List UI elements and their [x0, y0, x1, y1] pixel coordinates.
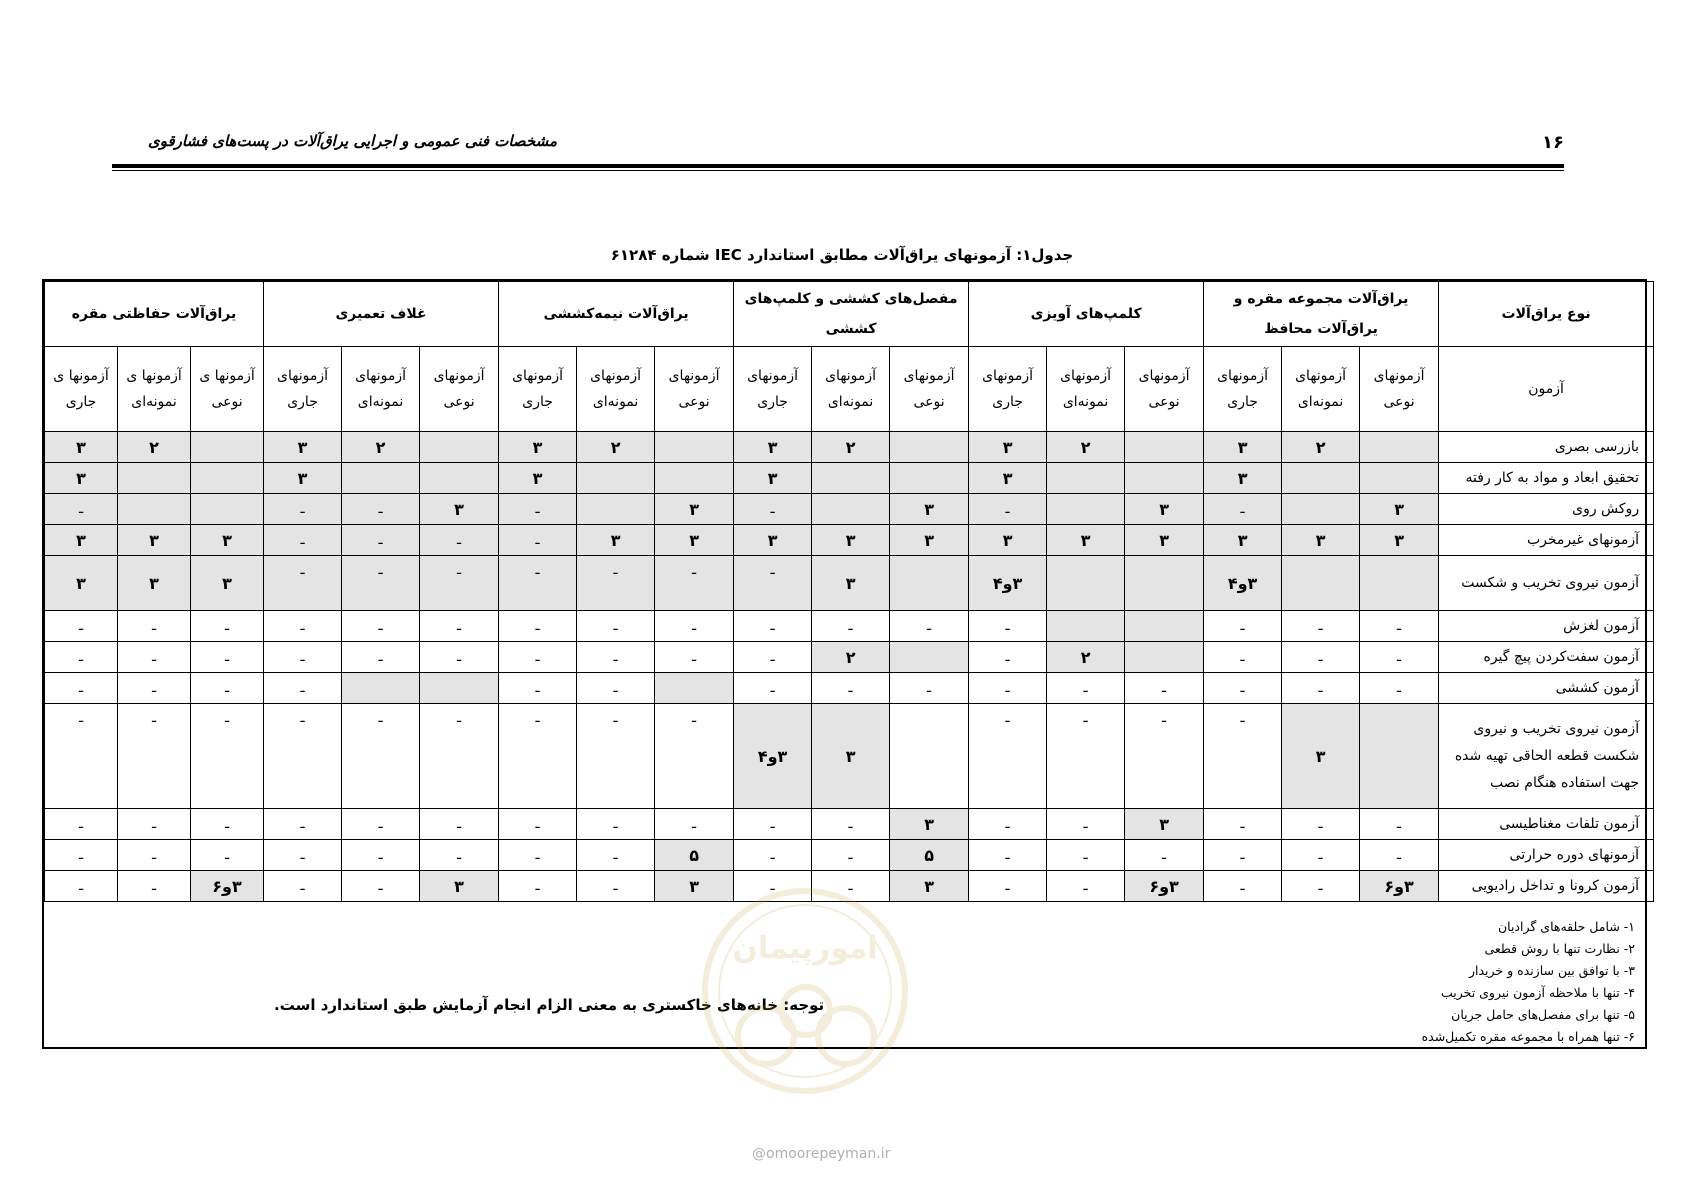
test-label: آزمون نیروی تخریب و نیروی شکست قطعه الحاقی تهیه شده جهت استفاده هنگام نصب: [1439, 704, 1654, 809]
test-label: آزمون لغزش: [1439, 611, 1654, 642]
table-cell: [420, 673, 499, 704]
table-cell: ـ: [1125, 840, 1204, 871]
table-cell: ۲: [577, 432, 655, 463]
table-cell: [890, 556, 969, 611]
table-cell: ـ: [45, 704, 118, 809]
table-row: [45, 673, 1654, 704]
table-row: [45, 840, 1654, 871]
table-cell: [812, 463, 890, 494]
table-cell: ـ: [734, 673, 812, 704]
table-cell: ـ: [969, 704, 1047, 809]
watermark-stamp-icon: [696, 886, 914, 1096]
table-cell: ـ: [1204, 840, 1282, 871]
table-cell: ۲: [118, 432, 191, 463]
table-cell: ـ: [734, 611, 812, 642]
table-cell: ـ: [1125, 704, 1204, 809]
table-cell: ـ: [499, 642, 577, 673]
table-cell: ـ: [812, 611, 890, 642]
table-cell: ـ: [734, 556, 812, 611]
footnote: ۴- تنها با ملاحظه آزمون نیروی تخریب: [1440, 985, 1635, 1000]
table-cell: [1047, 463, 1125, 494]
table-cell: ـ: [499, 704, 577, 809]
group-header: غلاف تعمیری: [264, 282, 499, 347]
table-cell: ۲: [1282, 432, 1360, 463]
subheader-cell: آزمونهای نمونه‌ای: [1282, 347, 1360, 432]
table-cell: ـ: [45, 840, 118, 871]
table-cell: [1125, 432, 1204, 463]
group-header: مفصل‌های کششی و کلمپ‌های کششی: [734, 282, 969, 347]
table-cell: ۲: [342, 432, 420, 463]
table-cell: ـ: [264, 556, 342, 611]
table-row: [45, 463, 1654, 494]
table-cell: ـ: [1282, 871, 1360, 902]
table-cell: ـ: [420, 525, 499, 556]
table-cell: ـ: [420, 704, 499, 809]
table-cell: ۳: [1047, 525, 1125, 556]
table-cell: ـ: [812, 809, 890, 840]
test-label: آزمونهای غیرمخرب: [1439, 525, 1654, 556]
table-cell: ۳: [191, 525, 264, 556]
table-cell: ـ: [1047, 704, 1125, 809]
table-cell: ـ: [499, 840, 577, 871]
table-cell: ـ: [812, 673, 890, 704]
table-cell: ـ: [1047, 840, 1125, 871]
table-cell: [890, 432, 969, 463]
table-cell: ۳: [655, 871, 734, 902]
table-cell: ـ: [1204, 871, 1282, 902]
table-cell: ۳: [577, 525, 655, 556]
table-cell: ۲: [1047, 432, 1125, 463]
table-cell: ۳: [264, 463, 342, 494]
table-cell: ۳: [1125, 494, 1204, 525]
table-cell: [812, 494, 890, 525]
page-number: ۱۶: [1542, 132, 1564, 153]
test-label: آزمونهای دوره حرارتی: [1439, 840, 1654, 871]
table-cell: [118, 494, 191, 525]
table-cell: ۳: [890, 809, 969, 840]
table-row: [45, 704, 1654, 809]
subheader-cell: آزمونهای نوعی: [1125, 347, 1204, 432]
group-header-row: [45, 282, 1654, 347]
test-label: آزمون نیروی تخریب و شکست: [1439, 556, 1654, 611]
subheader-cell: آزمونهای نوعی: [655, 347, 734, 432]
subheader-cell: آزمونها ی جاری: [45, 347, 118, 432]
table-cell: ـ: [191, 642, 264, 673]
table-cell: ـ: [191, 704, 264, 809]
table-cell: ـ: [812, 840, 890, 871]
table-cell: ۳: [655, 525, 734, 556]
table-cell: ۳: [499, 432, 577, 463]
table-cell: [342, 463, 420, 494]
table-cell: ـ: [264, 611, 342, 642]
table-cell: ۳: [45, 525, 118, 556]
subheader-row: [45, 347, 1654, 432]
table-cell: ـ: [45, 494, 118, 525]
table-cell: ـ: [1204, 673, 1282, 704]
test-label: آزمون کششی: [1439, 673, 1654, 704]
table-cell: [1360, 463, 1439, 494]
group-header: یراق‌آلات حفاظتی مقره: [45, 282, 264, 347]
table-cell: ـ: [1204, 809, 1282, 840]
table-cell: ۳: [118, 556, 191, 611]
subheader-cell: آزمونهای جاری: [734, 347, 812, 432]
table-cell: ۳: [45, 556, 118, 611]
test-label: آزمون کرونا و تداخل رادیویی: [1439, 871, 1654, 902]
page-header: [112, 128, 1564, 164]
table-cell: ـ: [342, 611, 420, 642]
table-cell: ۳و۶: [1360, 871, 1439, 902]
table-cell: ۳: [812, 704, 890, 809]
table-cell: ـ: [577, 611, 655, 642]
table-cell: ـ: [577, 673, 655, 704]
table-cell: ـ: [1360, 840, 1439, 871]
table-cell: ـ: [118, 642, 191, 673]
subheader-cell: آزمونهای نوعی: [890, 347, 969, 432]
table-cell: ۳: [890, 525, 969, 556]
table-cell: ۳: [1282, 525, 1360, 556]
table-cell: ۳: [1360, 494, 1439, 525]
table-cell: ـ: [1125, 673, 1204, 704]
table-cell: [191, 494, 264, 525]
table-cell: [1125, 642, 1204, 673]
table-row: [45, 494, 1654, 525]
table-cell: ـ: [1047, 673, 1125, 704]
table-cell: ـ: [1204, 704, 1282, 809]
table-cell: ـ: [191, 673, 264, 704]
table-cell: ـ: [577, 704, 655, 809]
table-cell: ـ: [118, 871, 191, 902]
table-cell: ـ: [734, 494, 812, 525]
table-row: [45, 611, 1654, 642]
table-cell: ۳: [734, 432, 812, 463]
table-cell: ـ: [264, 840, 342, 871]
table-row: [45, 809, 1654, 840]
subheader-cell: آزمونهای نمونه‌ای: [342, 347, 420, 432]
subheader-cell: آزمونهای جاری: [1204, 347, 1282, 432]
table-cell: ـ: [342, 871, 420, 902]
table-cell: ـ: [118, 704, 191, 809]
table-cell: ۵: [890, 840, 969, 871]
table-cell: [1360, 556, 1439, 611]
table-cell: ـ: [45, 611, 118, 642]
table-cell: ـ: [890, 673, 969, 704]
table-cell: [1282, 556, 1360, 611]
table-cell: ـ: [342, 494, 420, 525]
table-cell: ۳: [655, 494, 734, 525]
header-rule-thin: [112, 170, 1564, 171]
table-cell: ـ: [1204, 494, 1282, 525]
table-cell: [655, 463, 734, 494]
table-cell: ۳و۴: [734, 704, 812, 809]
table-cell: ـ: [118, 840, 191, 871]
table-cell: ـ: [734, 871, 812, 902]
table-cell: ـ: [1204, 642, 1282, 673]
table-cell: ـ: [118, 611, 191, 642]
footnote: ۶- تنها همراه با مجموعه مقره تکمیل‌شده: [1421, 1029, 1635, 1044]
table-cell: ـ: [45, 642, 118, 673]
table-cell: ۳: [890, 494, 969, 525]
table-cell: ۳و۶: [191, 871, 264, 902]
table-cell: ـ: [969, 840, 1047, 871]
table-cell: ۳: [45, 432, 118, 463]
header-rule-thick: [112, 164, 1564, 168]
table-cell: ـ: [420, 642, 499, 673]
table-cell: ـ: [499, 525, 577, 556]
table-cell: ـ: [890, 611, 969, 642]
footnote: ۳- با توافق بین سازنده و خریدار: [1468, 963, 1635, 978]
table-cell: ـ: [577, 809, 655, 840]
table-cell: ـ: [1047, 871, 1125, 902]
table-cell: ـ: [499, 809, 577, 840]
table-cell: [1047, 494, 1125, 525]
table-cell: [1360, 704, 1439, 809]
table-cell: ـ: [1282, 642, 1360, 673]
table-cell: ـ: [577, 556, 655, 611]
table-cell: ـ: [191, 840, 264, 871]
table-cell: ـ: [969, 642, 1047, 673]
test-label: آزمون سفت‌کردن پیچ گیره: [1439, 642, 1654, 673]
subheader-cell: آزمونهای نمونه‌ای: [577, 347, 655, 432]
test-label: روکش روی: [1439, 494, 1654, 525]
table-cell: ـ: [499, 673, 577, 704]
table-cell: ـ: [191, 611, 264, 642]
table-row: [45, 525, 1654, 556]
table-cell: ـ: [342, 525, 420, 556]
table-cell: ۳: [969, 463, 1047, 494]
table-cell: [890, 642, 969, 673]
table-cell: ـ: [969, 611, 1047, 642]
table-cell: ـ: [191, 809, 264, 840]
table-cell: ـ: [264, 673, 342, 704]
group-header: کلمپ‌های آویزی: [969, 282, 1204, 347]
table-cell: ـ: [577, 840, 655, 871]
test-header: آزمون: [1439, 347, 1654, 432]
table-cell: ـ: [264, 525, 342, 556]
table-cell: ۳: [1204, 463, 1282, 494]
table-cell: ـ: [1282, 673, 1360, 704]
table-cell: ۲: [812, 642, 890, 673]
table-cell: ـ: [118, 673, 191, 704]
table-cell: ـ: [655, 704, 734, 809]
table-cell: ـ: [969, 673, 1047, 704]
table-cell: [1125, 611, 1204, 642]
table-cell: ـ: [1360, 673, 1439, 704]
table-cell: ۳: [1204, 432, 1282, 463]
table-cell: ـ: [969, 494, 1047, 525]
table-cell: ۳: [1360, 525, 1439, 556]
table-cell: ۳: [812, 556, 890, 611]
table-cell: [1047, 556, 1125, 611]
table-cell: ۳: [264, 432, 342, 463]
table-cell: ـ: [1360, 611, 1439, 642]
table-cell: [1282, 463, 1360, 494]
table-cell: ۳و۴: [1204, 556, 1282, 611]
table-cell: ـ: [655, 556, 734, 611]
table-cell: ـ: [118, 809, 191, 840]
table-cell: [1282, 494, 1360, 525]
table-cell: ـ: [342, 642, 420, 673]
group-header: یراق‌آلات مجموعه مقره و یراق‌آلات محافظ: [1204, 282, 1439, 347]
subheader-cell: آزمونهای نمونه‌ای: [1047, 347, 1125, 432]
table-cell: ۳: [969, 432, 1047, 463]
group-header: یراق‌آلات نیمه‌کششی: [499, 282, 734, 347]
table-cell: [890, 704, 969, 809]
footnote: ۱- شامل حلقه‌های گرادیان: [1497, 919, 1635, 934]
subheader-cell: آزمونها ی نوعی: [191, 347, 264, 432]
table-cell: [420, 463, 499, 494]
table-cell: ـ: [264, 494, 342, 525]
table-cell: ـ: [342, 840, 420, 871]
type-header: نوع یراق‌آلات: [1439, 282, 1654, 347]
test-label: بازرسی بصری: [1439, 432, 1654, 463]
table-cell: ـ: [45, 673, 118, 704]
table-cell: [655, 673, 734, 704]
table-cell: ۲: [812, 432, 890, 463]
table-cell: [342, 673, 420, 704]
table-cell: [1125, 556, 1204, 611]
footnote: ۲- نظارت تنها با روش قطعی: [1484, 941, 1635, 956]
subheader-cell: آزمونهای نوعی: [1360, 347, 1439, 432]
table-cell: ـ: [264, 809, 342, 840]
table-cell: [1047, 611, 1125, 642]
table-cell: ـ: [734, 642, 812, 673]
table-cell: ۳: [1125, 809, 1204, 840]
table-cell: ـ: [969, 871, 1047, 902]
table-cell: ـ: [1360, 642, 1439, 673]
table-cell: [191, 463, 264, 494]
table-cell: ۳: [1204, 525, 1282, 556]
subheader-cell: آزمونهای نوعی: [420, 347, 499, 432]
table-cell: ـ: [499, 611, 577, 642]
table-cell: ۳: [1282, 704, 1360, 809]
table-cell: ـ: [264, 704, 342, 809]
table-cell: ـ: [734, 840, 812, 871]
table-cell: ۵: [655, 840, 734, 871]
table-cell: ۳: [420, 494, 499, 525]
table-cell: ـ: [420, 840, 499, 871]
table-cell: [577, 494, 655, 525]
table-cell: [420, 432, 499, 463]
table-cell: ۳و۴: [969, 556, 1047, 611]
table-cell: ـ: [45, 871, 118, 902]
table-cell: ۳: [1125, 525, 1204, 556]
table-cell: ـ: [45, 809, 118, 840]
table-cell: ۳: [45, 463, 118, 494]
table-cell: ـ: [499, 494, 577, 525]
table-cell: ـ: [420, 611, 499, 642]
subheader-cell: آزمونهای جاری: [499, 347, 577, 432]
table-cell: ۳: [969, 525, 1047, 556]
table-cell: ـ: [499, 556, 577, 611]
table-cell: ـ: [734, 809, 812, 840]
table-cell: ـ: [655, 809, 734, 840]
subheader-cell: آزمونهای جاری: [264, 347, 342, 432]
table-cell: ۳: [499, 463, 577, 494]
table-cell: [118, 463, 191, 494]
table-cell: ۳: [191, 556, 264, 611]
table-cell: ـ: [655, 611, 734, 642]
table-cell: [1125, 463, 1204, 494]
table-cell: ـ: [812, 871, 890, 902]
table-cell: ـ: [1360, 809, 1439, 840]
table-row: [45, 642, 1654, 673]
table-cell: ـ: [420, 556, 499, 611]
table-cell: ۳: [812, 525, 890, 556]
table-cell: [655, 432, 734, 463]
table-cell: ـ: [969, 809, 1047, 840]
table-cell: ۲: [1047, 642, 1125, 673]
table-cell: ـ: [420, 809, 499, 840]
subheader-cell: آزمونها ی نمونه‌ای: [118, 347, 191, 432]
stamp-text: امورپیمان: [732, 931, 878, 966]
subheader-cell: آزمونهای جاری: [969, 347, 1047, 432]
table-cell: ـ: [342, 704, 420, 809]
table-cell: ـ: [342, 556, 420, 611]
table-cell: ـ: [1282, 809, 1360, 840]
table-cell: ـ: [1204, 611, 1282, 642]
table-cell: ـ: [577, 871, 655, 902]
table-cell: ـ: [342, 809, 420, 840]
subheader-cell: آزمونهای نمونه‌ای: [812, 347, 890, 432]
table-cell: ـ: [655, 642, 734, 673]
table-cell: [577, 463, 655, 494]
footnote: ۵- تنها برای مفصل‌های حامل جریان: [1451, 1007, 1635, 1022]
footnotes: [1422, 916, 1635, 1048]
document-title: مشخصات فنی عمومی و اجرایی یراق‌آلات در پست‌های فشارقوی: [148, 132, 558, 150]
table-cell: [890, 463, 969, 494]
table-cell: ـ: [264, 642, 342, 673]
table-cell: ۳: [118, 525, 191, 556]
table-cell: ۳و۶: [1125, 871, 1204, 902]
table-row: [45, 556, 1654, 611]
table-caption: جدول۱: آزمونهای یراق‌آلات مطابق استاندارد IEC شماره ۶۱۲۸۴: [610, 246, 1074, 264]
table-row: [45, 432, 1654, 463]
test-label: آزمون تلفات مغناطیسی: [1439, 809, 1654, 840]
watermark-site: @omoorepeyman.ir: [752, 1146, 891, 1162]
table-cell: ۳: [734, 525, 812, 556]
table-cell: ـ: [1282, 611, 1360, 642]
table-cell: ـ: [1282, 840, 1360, 871]
table-cell: ـ: [577, 642, 655, 673]
table-cell: [1360, 432, 1439, 463]
tests-table: [44, 281, 1654, 902]
table-cell: ۳: [734, 463, 812, 494]
table-cell: ـ: [264, 871, 342, 902]
grey-cells-remark: توجه: خانه‌های خاکستری به معنی الزام انجام آزمایش طبق استاندارد است.: [274, 996, 825, 1014]
table-cell: [191, 432, 264, 463]
table-cell: ـ: [1047, 809, 1125, 840]
table-cell: ـ: [499, 871, 577, 902]
table-cell: ۳: [420, 871, 499, 902]
test-label: تحقیق ابعاد و مواد به کار رفته: [1439, 463, 1654, 494]
table-cell: ۳: [890, 871, 969, 902]
